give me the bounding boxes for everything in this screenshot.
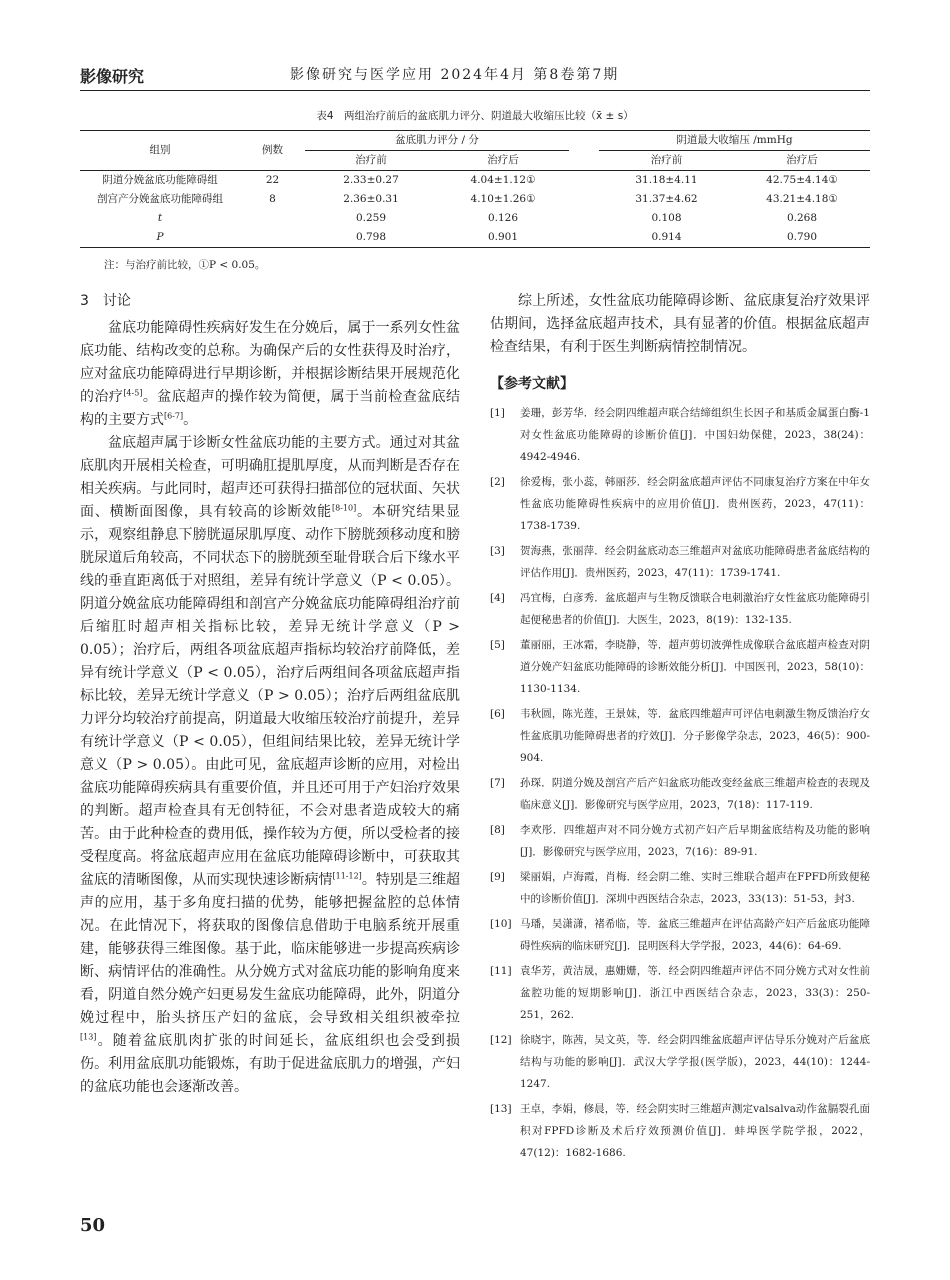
header-cases: 例数 <box>240 131 305 171</box>
table-note: 注：与治疗前比较，①P < 0.05。 <box>104 259 266 271</box>
reference-item: [8] 李欢彤．四维超声对不同分娩方式初产妇产后早期盆底结构及功能的影响[J]．影像研究与医学应用，2023，7(16)：89-91. <box>490 824 870 858</box>
row-label: 剖宫产分娩盆底功能障碍组 <box>97 193 223 205</box>
cell: 0.914 <box>599 228 734 248</box>
row-n: 22 <box>265 174 280 186</box>
cell: 43.21±4.18① <box>766 193 838 205</box>
reference-item: [3] 贺海燕，张丽萍．经会阴盆底动态三维超声对盆底功能障碍患者盆底结构的评估作用[J]．贵州医药，2023，47(11)：1739-1741. <box>490 545 870 579</box>
journal-issue-info: 影像研究与医学应用 2024年4月 第8卷第7期 <box>290 67 620 83</box>
reference-list <box>490 402 870 1164</box>
header-after-2: 治疗后 <box>734 151 870 171</box>
cell: 0.126 <box>487 212 519 224</box>
reference-item: [13] 王卓，李娟，修晨，等．经会阴实时三维超声测定valsalva动作盆膈裂孔面积对FPFD诊断及术后疗效预测价值[J]．蚌埠医学院学报，2022，47(12)：1682-1686. <box>490 1103 870 1159</box>
header-group: 组别 <box>80 131 240 171</box>
cell: 2.36±0.31 <box>343 193 399 205</box>
section-heading: 3 讨论 <box>80 293 131 309</box>
reference-item: [10] 马璠，吴潇潇，褚希临，等．盆底三维超声在评估高龄产妇产后盆底功能障碍性疾病的临床研究[J]．昆明医科大学学报，2023，44(6)：64-69. <box>490 918 870 952</box>
cell: 2.33±0.27 <box>343 174 399 186</box>
cell: 31.37±4.62 <box>635 193 698 205</box>
cell: 4.10±1.26① <box>470 193 536 205</box>
header-pelvic-score: 盆底肌力评分 / 分 <box>305 131 569 151</box>
row-n: 8 <box>269 193 276 205</box>
reference-item: [7] 孙琛．阴道分娩及剖宫产后产妇盆底功能改变经盆底三维超声检查的表现及临床意义[J]．影像研究与医学应用，2023，7(18)：117-119. <box>490 777 870 811</box>
row-label: 阴道分娩盆底功能障碍组 <box>102 174 218 186</box>
cell: 31.18±4.11 <box>635 174 698 186</box>
reference-item: [4] 冯宜梅，白彦秀．盆底超声与生物反馈联合电刺激治疗女性盆底功能障碍引起便秘患者的价值[J]．大医生，2023，8(19)：132-135. <box>490 592 870 626</box>
header-before-1: 治疗前 <box>305 151 437 171</box>
cell: 42.75±4.14① <box>766 174 838 186</box>
row-label: t <box>157 212 163 224</box>
reference-item: [5] 董丽丽，王冰霜，李晓静，等．超声剪切波弹性成像联合盆底超声检查对阴道分娩产妇盆底功能障碍的诊断效能分析[J]．中国医刊，2023，58(10)：1130-1134. <box>490 639 870 695</box>
cell: 0.901 <box>437 228 569 248</box>
paragraph: 盆底功能障碍性疾病好发生在分娩后，属于一系列女性盆底功能、结构改变的总称。为确保产后的女性获得及时治疗，应对盆底功能障碍进行早期诊断，并根据诊断结果开展规范化的治疗[4-5]。盆底超声的操作较为简便，属于当前检查盆底结构的主要方式[6-7]。 <box>80 320 461 428</box>
reference-item: [12] 徐晓宇，陈茜，吴文英，等．经会阴四维盆底超声评估导乐分娩对产后盆底结构与功能的影响[J]．武汉大学学报(医学版)，2023，44(10)：1244-1247. <box>490 1034 870 1090</box>
left-column <box>80 290 460 1099</box>
table-row <box>80 228 870 248</box>
table-row <box>80 190 870 209</box>
running-header <box>80 64 870 90</box>
row-label: P <box>80 228 240 248</box>
header-after-1: 治疗后 <box>437 151 569 171</box>
cell: 0.790 <box>734 228 870 248</box>
cell: 0.259 <box>355 212 387 224</box>
reference-item: [11] 袁华芳，黄洁晟，惠姗姗，等．经会阴四维超声评估不同分娩方式对女性前盆腔功能的短期影响[J]．浙江中西医结合杂志，2023，33(3)：250-251，262. <box>490 965 870 1021</box>
header-before-2: 治疗前 <box>599 151 734 171</box>
row-n <box>240 209 305 228</box>
reference-item: [6] 韦秋圆，陈光莲，王景妹，等．盆底四维超声可评估电刺激生物反馈治疗女性盆底肌功能障碍患者的疗效[J]．分子影像学杂志，2023，46(5)：900-904. <box>490 708 870 764</box>
cell: 0.268 <box>786 212 818 224</box>
cell: 0.108 <box>651 212 682 224</box>
cell: 0.798 <box>305 228 437 248</box>
table-caption: 表4 两组治疗前后的盆底肌力评分、阴道最大收缩压比较（x̄ ± s） <box>316 110 634 122</box>
results-table <box>80 130 870 248</box>
reference-item: [9] 梁丽娟，卢海霞，肖梅．经会阴二维、实时三维联合超声在FPFD所致便秘中的诊断价值[J]．深圳中西医结合杂志，2023，33(13)：51-53，封3. <box>490 871 870 905</box>
journal-short-name: 影像研究 <box>80 67 145 86</box>
row-n <box>240 228 305 248</box>
reference-item: [2] 徐爱梅，张小蕊，韩丽莎．经会阴盆底超声评估不同康复治疗方案在中年女性盆底功能障碍性疾病中的应用价值[J]．贵州医药，2023，47(11)：1738-1739. <box>490 476 870 532</box>
table-row <box>80 171 870 191</box>
right-column <box>490 290 870 1167</box>
table-row <box>80 209 870 228</box>
references-title: 【参考文献】 <box>490 376 574 392</box>
header-vaginal-pressure: 阴道最大收缩压 /mmHg <box>599 131 870 151</box>
paragraph: 盆底超声属于诊断女性盆底功能的主要方式。通过对其盆底肌肉开展相关检查，可明确肛提肌厚度，从而判断是否存在相关疾病。与此同时，超声还可获得扫描部位的冠状面、矢状面、横断面图像，具有较高的诊断效能[8-10]。本研究结果显示，观察组静息下膀胱逼尿肌厚度、动作下膀胱颈移动度和膀胱尿道后角较高，不同状态下的膀胱颈至耻骨联合后下缘水平线的垂直距离低于对照组，差异有统计学意义（P < 0.05）。阴道分娩盆底功能障碍组和剖宫产分娩盆底功能障碍组治疗前后缩肛时超声相关指标比较，差异无统计学意义（P > 0.05）；治疗后，两组各项盆底超声指标均较治疗前降低，差异有统计学意义（P < 0.05），治疗后两组间各项盆底超声指标比较，差异无统计学意义（P > 0.05）；治疗后两组盆底肌力评分均较治疗前提高，阴道最大收缩压较治疗前提升，差异有统计学意义（P < 0.05），但组间结果比较，差异无统计学意义（P > 0.05）。由此可见，盆底超声诊断的应用，对检出盆底功能障碍疾病具有重要价值，并且还可用于产妇治疗效果的判断。超声检查具有无创特征，不会对患者造成较大的痛苦。由于此种检查的费用低，操作较为方便，所以受检者的接受程度高。将盆底超声应用在盆底功能障碍诊断中，可获取其盆底的清晰图像，从而实现快速诊断病情[11-12]。特别是三维超声的应用，基于多角度扫描的优势，能够把握盆腔的总体情况。在此情况下，将获取的图像信息借助于电脑系统开展重建，能够获得三维图像。基于此，临床能够进一步提高疾病诊断、病情评估的准确性。从分娩方式对盆底功能的影响角度来看，阴道自然分娩产妇更易发生盆底功能障碍，此外，阴道分娩过程中，胎头挤压产妇的盆底，会导致相关组织被牵拉[13]。随着盆底肌肉扩张的时间延长，盆底组织也会受到损伤。利用盆底肌功能锻炼，有助于促进盆底肌力的增强，产妇的盆底功能也会逐渐改善。 <box>80 435 461 1095</box>
reference-item: [1] 姜珊，彭芳华．经会阴四维超声联合结缔组织生长因子和基质金属蛋白酶-1对女性盆底功能障碍的诊断价值[J]．中国妇幼保健，2023，38(24)：4942-4946. <box>490 407 870 463</box>
paragraph: 综上所述，女性盆底功能障碍诊断、盆底康复治疗效果评估期间，选择盆底超声技术，具有显著的价值。根据盆底超声检查结果，有利于医生判断病情控制情况。 <box>490 293 870 355</box>
page-number: 50 <box>80 1215 106 1236</box>
header-rule <box>80 90 870 91</box>
cell: 4.04±1.12① <box>470 174 536 186</box>
